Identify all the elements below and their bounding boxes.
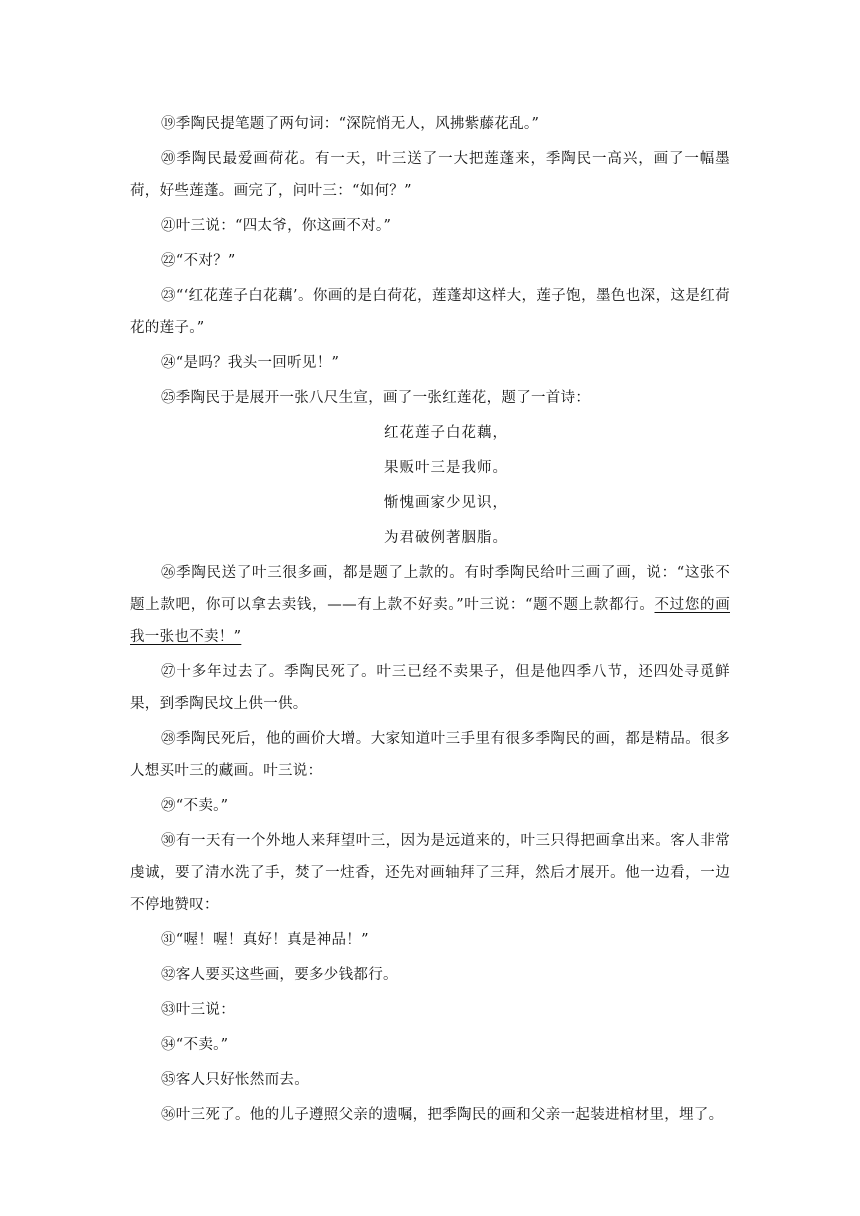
paragraph-20: ⑳季陶民最爱画荷花。有一天，叶三送了一大把莲蓬来，季陶民一高兴，画了一幅墨荷，好些莲蓬。画完了，问叶三：“如何？” [130,151,730,199]
paragraph-22: ㉒“不对？” [161,253,236,269]
story-text [130,108,730,1134]
underlined-sentence: 不过您的画我一张也不卖！” [130,597,730,645]
paragraph-36: ㊱叶三死了。他的儿子遵照父亲的遗嘱，把季陶民的画和父亲一起装进棺材里，埋了。 [161,1107,724,1123]
paragraph-33: ㉝叶三说： [161,1002,235,1018]
poem-line: 红花莲子白花藕， [384,425,508,441]
paragraph-26 [130,557,730,653]
paragraph-29: ㉙“不卖。” [161,798,229,814]
poem-line: 惭愧画家少见识， [384,495,508,511]
paragraph-24: ㉔“是吗？我头一回听见！” [161,355,340,371]
poem-line: 果贩叶三是我师。 [384,460,508,476]
paragraph-34: ㉞“不卖。” [161,1037,229,1053]
paragraph-35: ㉟客人只好怅然而去。 [161,1072,309,1088]
paragraph-23: ㉓“‘红花莲子白花藕’。你画的是白荷花，莲蓬却这样大，莲子饱，墨色也深，这是红荷花的莲子。” [130,288,730,336]
paragraph-30: ㉚有一天有一个外地人来拜望叶三，因为是远道来的，叶三只得把画拿出来。客人非常虔诚，要了清水洗了手，焚了一炷香，还先对画轴拜了三拜，然后才展开。他一边看，一边不停地赞叹： [130,833,730,913]
paragraph-25: ㉕季陶民于是展开一张八尺生宣，画了一张红莲花，题了一首诗： [161,390,591,406]
paragraph-32: ㉜客人要买这些画，要多少钱都行。 [161,967,398,983]
poem-line: 为君破例著胭脂。 [384,530,508,546]
paragraph-31: ㉛“喔！喔！真好！真是神品！” [161,932,369,948]
paragraph-19: ⑲季陶民提笔题了两句词：“深院悄无人，风拂紫藤花乱。” [161,116,540,132]
paragraph-28: ㉘季陶民死后，他的画价大增。大家知道叶三手里有很多季陶民的画，都是精品。很多人想买叶三的藏画。叶三说： [130,731,730,779]
paragraph-21: ㉑叶三说：“四太爷，你这画不对。” [161,218,392,234]
poem [130,417,730,554]
paragraph-27: ㉗十多年过去了。季陶民死了。叶三已经不卖果子，但是他四季八节，还四处寻觅鲜果，到季陶民坟上供一供。 [130,664,730,712]
paragraph-26-text: ㉖季陶民送了叶三很多画，都是题了上款的。有时季陶民给叶三画了画，说：“这张不题上款吧，你可以拿去卖钱，——有上款不好卖。”叶三说：“题不题上款都行。 [130,565,730,613]
